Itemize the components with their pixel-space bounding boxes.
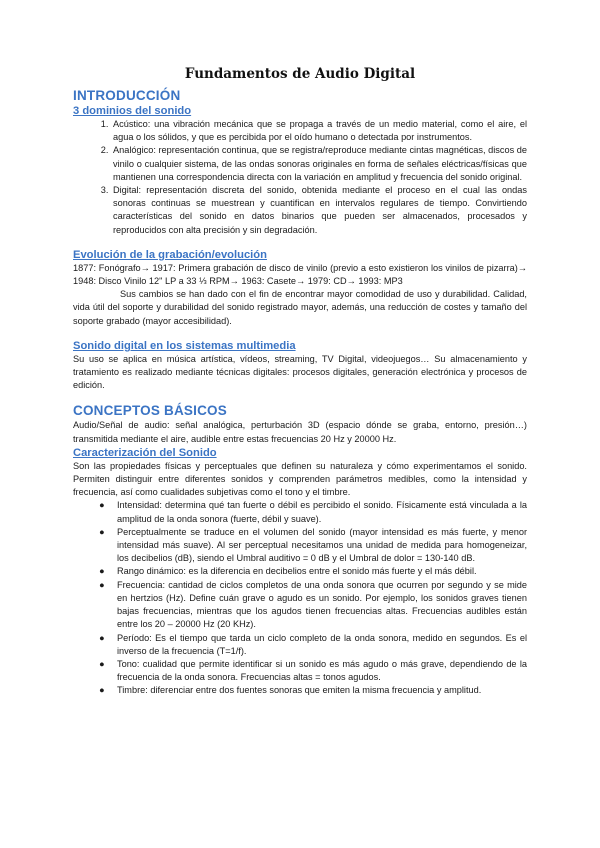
paragraph-caracterizacion: Son las propiedades físicas y perceptuales que definen su naturaleza y cómo experimentamos el sonido. Permiten distinguir entre diferentes sonidos y comprenden parámetros medibles, como la intensidad y frecuencia, así como cualidades subjetivas como el tono y el timbre. [73, 460, 527, 498]
dominios-list [73, 118, 527, 237]
subheading-evolucion: Evolución de la grabación/evolución [73, 248, 267, 261]
list-item: 2. Analógico: representación continua, que se registra/reproduce mediante cintas magnéticas, discos de vinilo o cualquier sistema, de las ondas sonoras originales en forma de señales eléctricas/físicas que mantienen una correspondencia directa con la variación en amplitud y frecuencia del sonido original. [111, 144, 527, 184]
list-item: 3. Digital: representación discreta del sonido, obtenida mediante el proceso en el cual las ondas sonoras continuas se muestrean y cuantifican en intervalos regulares de tiempo. Convirtiendo características del sonido en datos binarios que pueden ser almacenados, procesados y reproducidos con alta precisión y sin degradación. [111, 184, 527, 237]
list-item: ● Tono: cualidad que permite identificar si un sonido es más agudo o más grave, dependiendo de la frecuencia de la onda sonora. Frecuencias altas = tonos agudos. [99, 658, 527, 683]
list-item: ● Timbre: diferenciar entre dos fuentes sonoras que emiten la misma frecuencia y amplitud. [117, 684, 527, 697]
paragraph-evolucion-cambios: Sus cambios se han dado con el fin de encontrar mayor comodidad de uso y durabilidad. Calidad, vida útil del soporte y durabilidad del sonido registrado mayor, además, una reducción de costes y tamaño del soporte grabado (mayor accesibilidad). [73, 289, 527, 326]
list-item: ● Período: Es el tiempo que tarda un ciclo completo de la onda sonora, medido en segundos. Es el inverso de la frecuencia (T=1/f). [99, 632, 527, 656]
list-item: ● Perceptualmente se traduce en el volumen del sonido (mayor intensidad es más fuerte, y menor intensidad más suave). Al ser perceptual necesitamos una unidad de medida para homogeneizar, los decibelios (dB), siendo el Umbral auditivo = 0 dB y el Umbral de dolor = 130-140 dB. [99, 526, 527, 564]
bullet-icon: ● [99, 658, 105, 669]
paragraph-audio: Audio/Señal de audio: señal analógica, perturbación 3D (espacio dónde se graba, entorno, presión…) transmitida mediante el aire, audible entre estas frecuencias 20 Hz y 20000 Hz. [73, 420, 527, 444]
paragraph-multimedia: Su uso se aplica en música artística, vídeos, streaming, TV Digital, videojuegos… Su almacenamiento y tratamiento es realizado mediante técnicas digitales: procesos digitales, generación electrónica y procesos de edición. [73, 353, 527, 391]
bullet-icon: ● [99, 526, 105, 537]
list-item: 1. Acústico: una vibración mecánica que se propaga a través de un medio material, como el aire, el agua o los sólidos, y que es percibida por el oído humano o detectada por instrumentos. [111, 118, 527, 144]
bullet-icon: ● [99, 632, 105, 643]
list-item: ● Intensidad: determina qué tan fuerte o débil es percibido el sonido. Físicamente está vinculada a la amplitud de la onda sonora (fuerte, débil y suave). [99, 500, 527, 524]
bullet-icon: ● [99, 566, 105, 577]
bullet-icon: ● [99, 685, 105, 696]
subheading-dominios: 3 dominios del sonido [73, 105, 192, 117]
subheading-caracterizacion: Caracterización del Sonido [73, 446, 217, 459]
caracteristicas-list [73, 499, 527, 697]
section-heading-introduccion: INTRODUCCIÓN [73, 88, 181, 103]
section-heading-conceptos: CONCEPTOS BÁSICOS [73, 403, 227, 419]
list-item: ● Frecuencia: cantidad de ciclos completos de una onda sonora que ocurren por segundo y se mide en hertzios (Hz). Define cuán grave o agudo es un sonido. Por ejemplo, los sonidos graves tienen bajas frecuencias, mientras que los agudos tienen frecuencias altas. Frecuencias audibles están entre los 20 – 20000 Hz (20 KHz). [99, 579, 527, 630]
list-item: ● Rango dinámico: es la diferencia en decibelios entre el sonido más fuerte y el más débil. [117, 565, 527, 578]
paragraph-evolucion-timeline: 1877: Fonógrafo→ 1917: Primera grabación de disco de vinilo (previo a esto existieron los vinilos de pizarra)→ 1948: Disco Vinilo 12" LP a 33 ⅓ RPM→ 1963: Casete→ 1979: CD→ 1993: MP3 [73, 262, 527, 287]
document-title: Fundamentos de Audio Digital [184, 66, 416, 82]
subheading-multimedia: Sonido digital en los sistemas multimedia [73, 339, 296, 352]
bullet-icon: ● [99, 500, 105, 511]
bullet-icon: ● [99, 579, 105, 590]
